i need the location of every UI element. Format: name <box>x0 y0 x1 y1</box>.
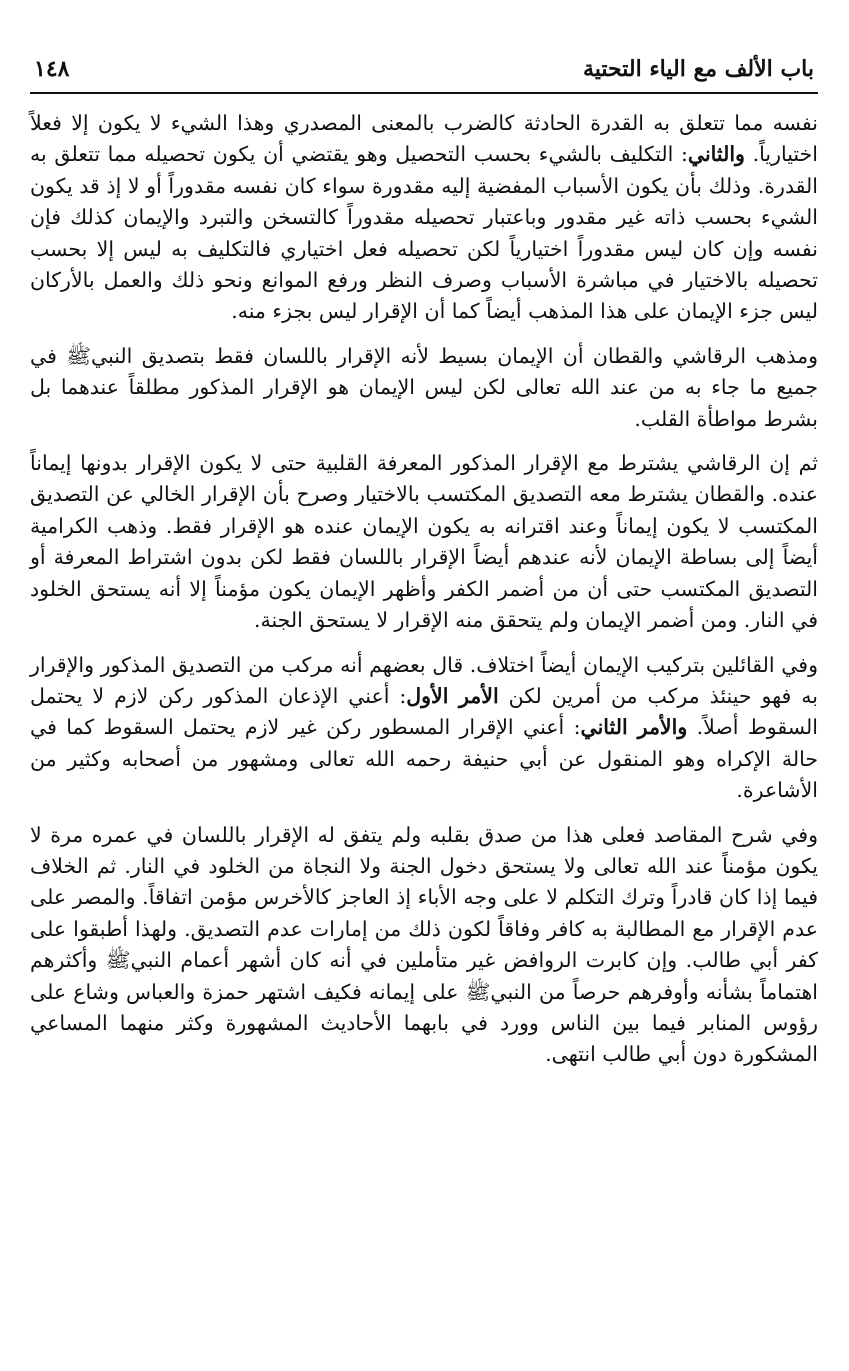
text-run: : أعني الإذعان المذكور ركن لازم لا يحتمل السقوط أصلاً. <box>30 683 818 740</box>
paragraph-3 <box>30 448 818 636</box>
term-al-amr-al-awwal: الأمر الأول <box>406 683 499 708</box>
text-run: وفي القائلين بتركيب الإيمان أيضاً اختلاف. قال بعضهم أنه مركب من التصديق المذكور والإقرار به فهو حينئذ مركب من أمرين لكن <box>30 652 818 708</box>
text-run: ومذهب الرقاشي والقطان أن الإيمان بسيط لأنه الإقرار باللسان فقط بتصديق النبيﷺ في جميع ما جاء به من عند الله تعالى لكن ليس الإيمان هو الإقرار المذكور مطلقاً عندهما بل بشرط مواطأة القلب. <box>30 343 818 431</box>
paragraph-2 <box>30 341 818 435</box>
text-run: نفسه مما تتعلق به القدرة الحادثة كالضرب بالمعنى المصدري وهذا الشيء لا يكون إلا فعلاً اختيارياً. <box>30 111 818 167</box>
book-page <box>30 52 818 1071</box>
paragraph-5 <box>30 820 818 1071</box>
chapter-title: باب الألف مع الياء التحتية <box>582 56 814 82</box>
page-header <box>30 52 818 94</box>
text-run: وفي شرح المقاصد فعلى هذا من صدق بقلبه ولم يتفق له الإقرار باللسان في عمره مرة لا يكون مؤمناً عند الله تعالى ولا يستحق دخول الجنة ولا النجاة من الخلود في النار. ثم الخلاف فيما إذا كان قادراً وترك التكلم لا على وجه الأباء إذ العاجز كالأخرس مؤمن اتفاقاً. والمصر على عدم الإقرار مع المطالبة به كافر وفاقاً لكون ذلك من إمارات عدم التصديق. ولهذا أطبقوا على كفر أبي طالب. وإن كابرت الروافض غير متأملين في أنه كان أشهر أعمام النبيﷺ وأكثرهم اهتماماً بشأنه وأوفرهم حرصاً من النبيﷺ على إيمانه فكيف اشتهر حمزة والعباس وشاع على رؤوس المنابر فيما بين الناس وورد في بابهما الأحاديث المشهورة وكثر منهما المساعي المشكورة دون أبي طالب انتهى. <box>30 822 818 1067</box>
term-al-thani: والثاني <box>687 142 745 167</box>
paragraph-1 <box>30 108 818 328</box>
paragraph-4 <box>30 650 818 807</box>
text-run: : التكليف بالشيء بحسب التحصيل وهو يقتضي أن يكون تحصيله مما تتعلق به القدرة. وذلك بأن يكون الأسباب المفضية إليه مقدورة سواء كان نفسه مقدوراً أو لا إذ قد يكون الشيء بحسب ذاته غير مقدور وباعتبار تحصيله مقدوراً كالتسخن والتبرد والإيمان كذلك فإن نفسه وإن كان ليس مقدوراً اختيارياً لكن تحصيله فعل اختياري فالتكليف به ليس إلا بحسب تحصيله بالاختيار في مباشرة الأسباب وصرف النظر ورفع الموانع ونحو ذلك والعمل بالأركان ليس جزء الإيمان على هذا المذهب أيضاً كما أن الإقرار ليس بجزء منه. <box>30 142 818 324</box>
text-run: ثم إن الرقاشي يشترط مع الإقرار المذكور المعرفة القلبية حتى لا يكون الإقرار بدونها إيماناً عنده. والقطان يشترط معه التصديق المكتسب بالاختيار وصرح بأن الإقرار الخالي عن التصديق المكتسب لا يكون إيماناً وعند اقترانه به يكون الإيمان عنده هو الإقرار فقط. وذهب الكرامية أيضاً إلى بساطة الإيمان لأنه عندهم أيضاً الإقرار باللسان فقط لكن بدون اشتراط المعرفة أو التصديق المكتسب حتى أن من أضمر الكفر وأظهر الإيمان يكون مؤمناً إلا أنه يستحق الخلود في النار. ومن أضمر الإيمان ولم يتحقق منه الإقرار لا يستحق الجنة. <box>30 451 818 633</box>
page-body <box>30 108 818 1071</box>
text-run: : أعني الإقرار المسطور ركن غير لازم يحتمل السقوط كما في حالة الإكراه وهو المنقول عن أبي حنيفة رحمه الله تعالى ومشهور من أصحابه وكثير من الأشاعرة. <box>30 715 818 803</box>
page-number: ١٤٨ <box>34 56 70 82</box>
term-al-amr-al-thani: والأمر الثاني <box>580 715 688 740</box>
